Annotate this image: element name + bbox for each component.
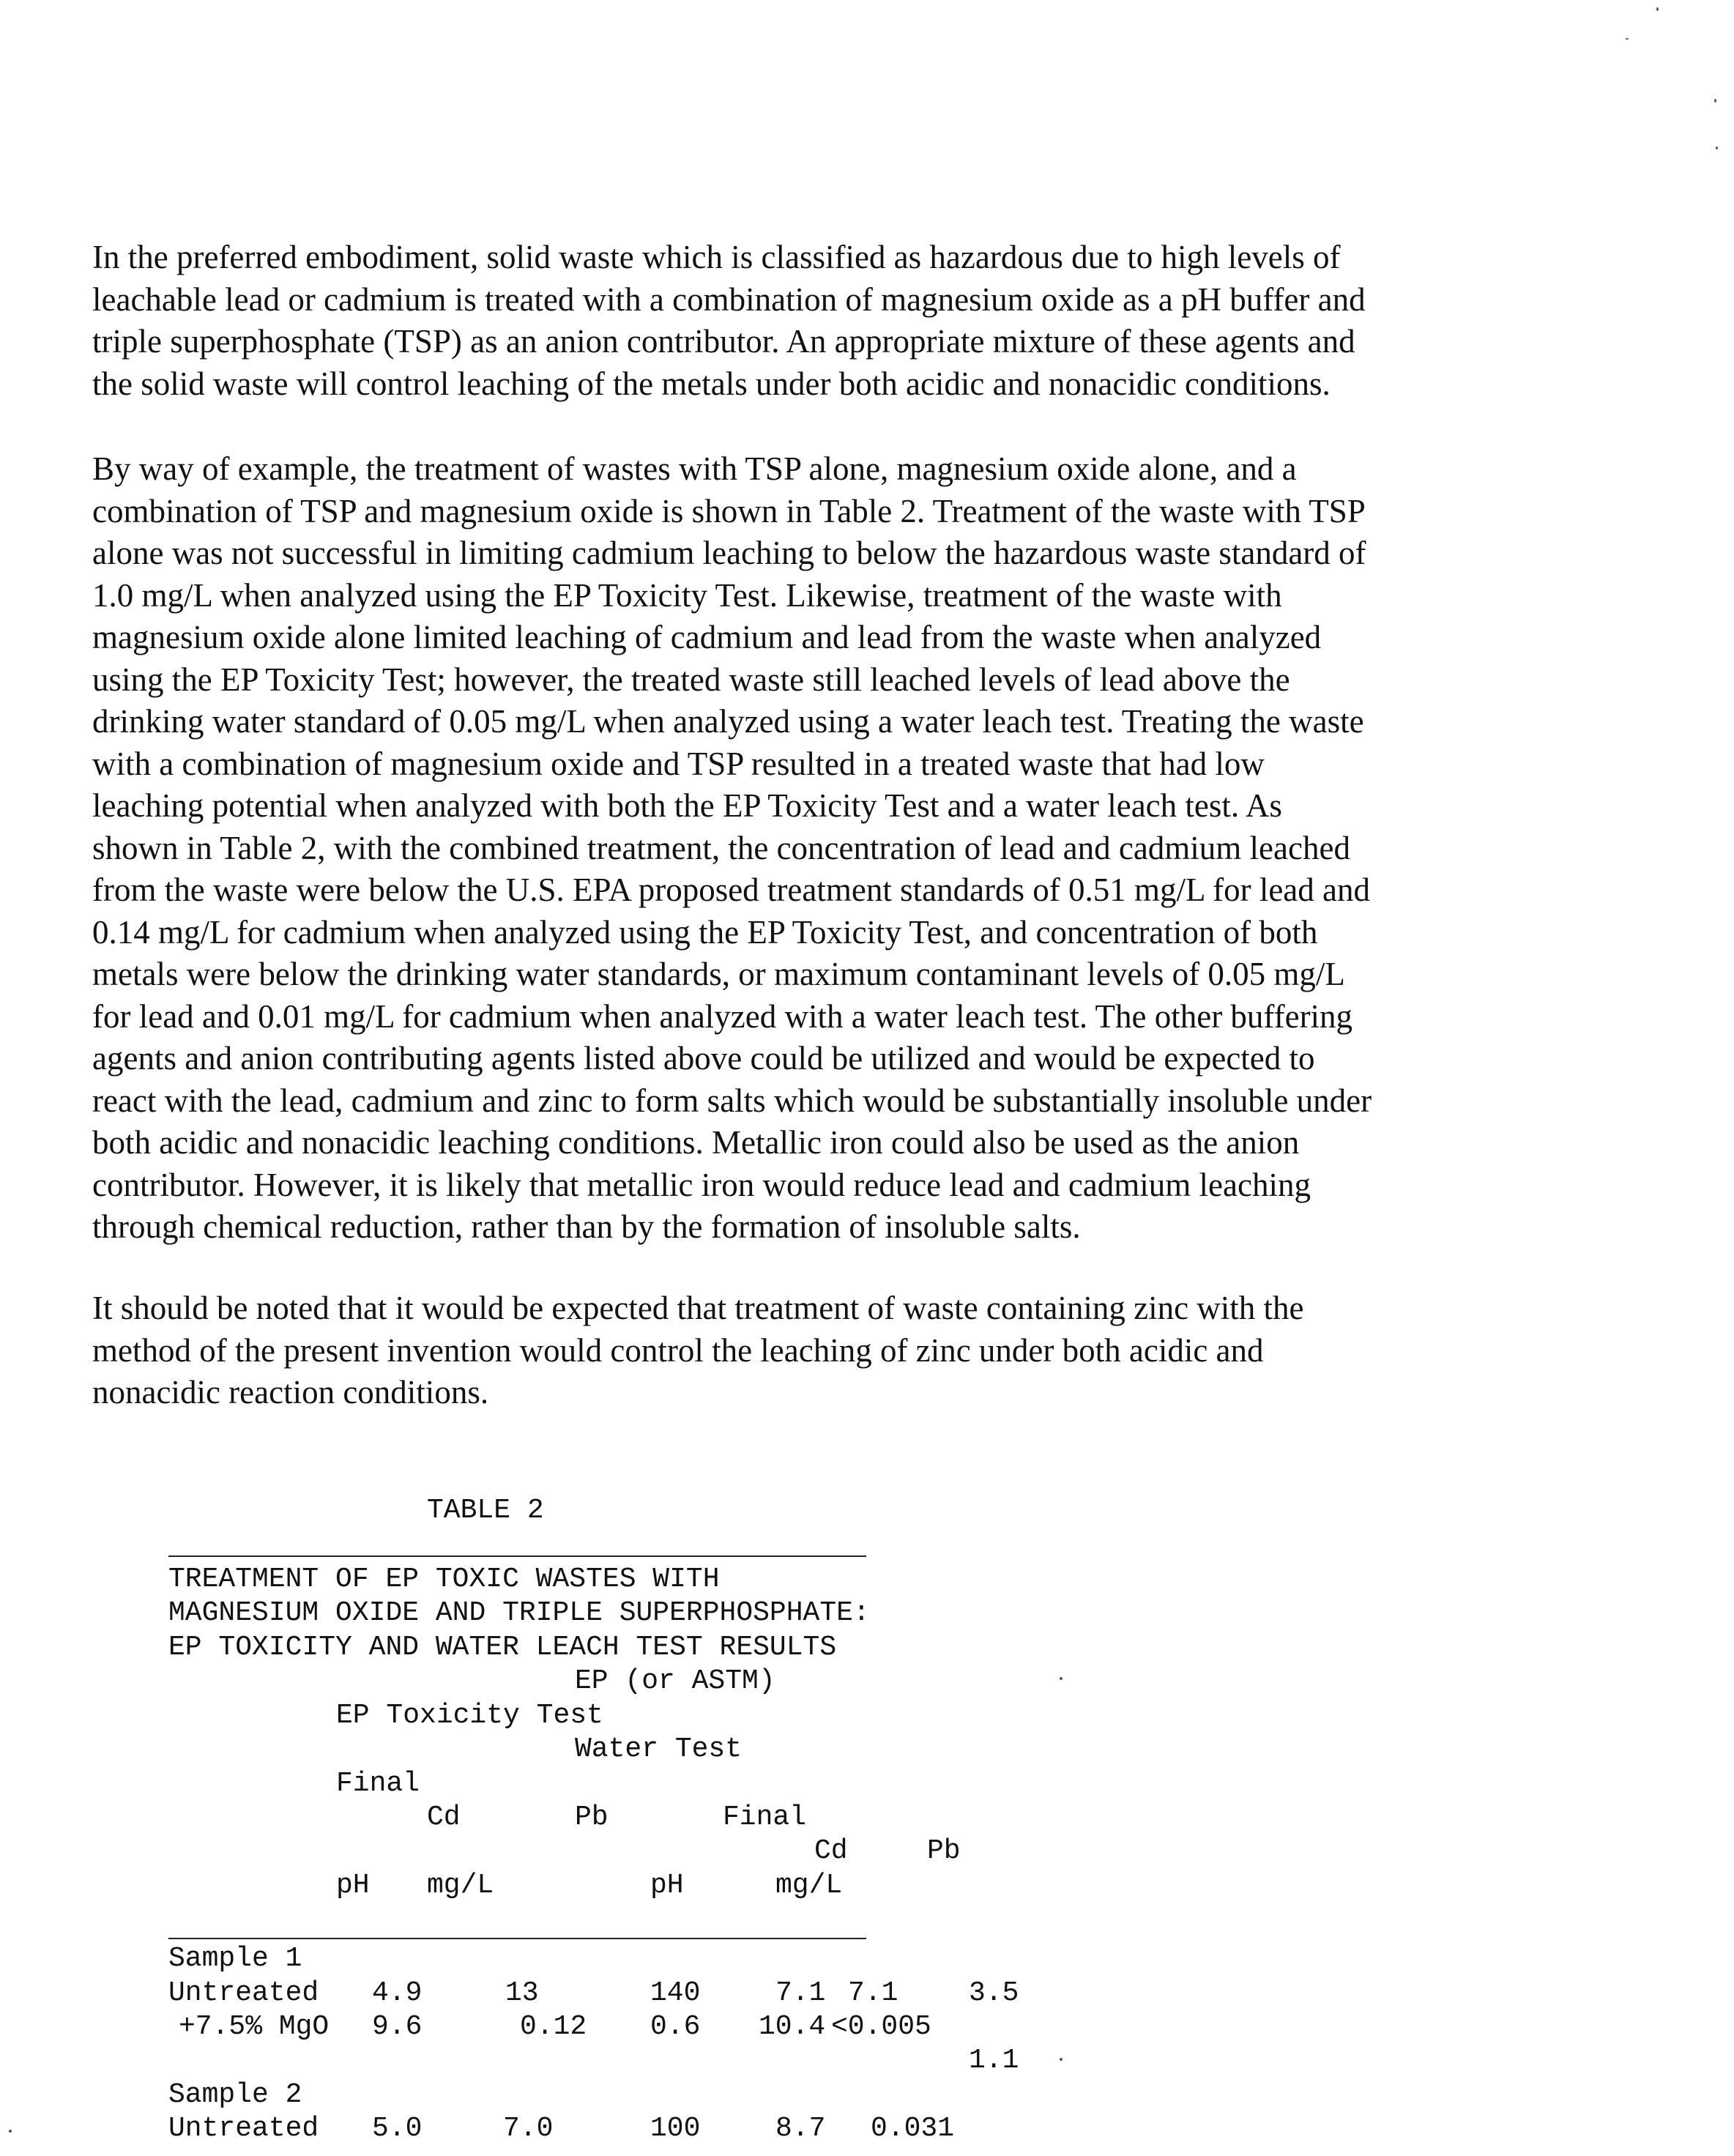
cell-ep-pb: 140: [650, 1977, 701, 2009]
header-mgl-water: mg/L: [775, 1870, 843, 1901]
scan-speck: [1060, 2058, 1063, 2061]
row-label: Untreated: [168, 2113, 319, 2144]
header-final-water: Final: [723, 1802, 807, 1833]
header-final-ep: Final: [336, 1768, 420, 1799]
scan-speck: [1060, 1677, 1063, 1680]
paragraph-preferred-embodiment: [92, 237, 1557, 405]
text-line: nonacidic reaction conditions.: [92, 1374, 489, 1410]
header-cd-water: Cd: [814, 1835, 848, 1867]
cell-water-pb: 3.5: [969, 1977, 1019, 2009]
scan-speck: [9, 2130, 12, 2133]
text-line: through chemical reduction, rather than by the formation of insoluble salts.: [92, 1208, 1081, 1245]
scan-speck: [1626, 38, 1629, 40]
text-line: from the waste were below the U.S. EPA proposed treatment standards of 0.51 mg/L for lead and: [92, 871, 1371, 908]
header-ep-astm: EP (or ASTM): [575, 1665, 775, 1697]
cell-water-cd: <0.005: [831, 2011, 931, 2042]
text-line: using the EP Toxicity Test; however, the treated waste still leached levels of lead above the: [92, 661, 1290, 698]
header-ph-ep: pH: [336, 1870, 370, 1901]
cell-ep-pb: 100: [650, 2113, 701, 2144]
table-header-rule: [168, 1938, 866, 1939]
cell-ep-pb: 0.6: [650, 2011, 701, 2042]
row-label: Untreated: [168, 1977, 319, 2009]
header-cd-ep: Cd: [427, 1802, 461, 1833]
sample-label: Sample 1: [168, 1943, 302, 1974]
scan-speck: [1714, 99, 1716, 103]
header-ep-toxicity-test: EP Toxicity Test: [336, 1700, 603, 1731]
row-label: +7.5% MgO: [179, 2011, 330, 2042]
text-line: drinking water standard of 0.05 mg/L when analyzed using a water leach test. Treating the waste: [92, 703, 1364, 740]
cell-ep-cd: 7.0: [503, 2113, 554, 2144]
text-line: for lead and 0.01 mg/L for cadmium when analyzed with a water leach test. The other buffering: [92, 997, 1353, 1035]
table-label: TABLE 2: [427, 1495, 544, 1526]
cell-water-cd: 7.1: [848, 1977, 898, 2009]
cell-ep-cd: 0.12: [520, 2011, 587, 2042]
text-line: 0.14 mg/L for cadmium when analyzed using the EP Toxicity Test, and concentration of both: [92, 913, 1318, 951]
paragraph-zinc-note: [92, 1287, 1557, 1414]
cell-ep-ph: 9.6: [372, 2011, 423, 2042]
text-line: 1.0 mg/L when analyzed using the EP Toxicity Test. Likewise, treatment of the waste with: [92, 576, 1282, 614]
table-title-line: MAGNESIUM OXIDE AND TRIPLE SUPERPHOSPHATE:: [168, 1597, 870, 1629]
text-line: It should be noted that it would be expected that treatment of waste containing zinc with the: [92, 1290, 1304, 1326]
table-title-line: EP TOXICITY AND WATER LEACH TEST RESULTS: [168, 1632, 837, 1663]
header-pb-water: Pb: [927, 1835, 961, 1867]
text-line: By way of example, the treatment of wastes with TSP alone, magnesium oxide alone, and a: [92, 450, 1297, 487]
sample-label: Sample 2: [168, 2079, 302, 2111]
header-mgl-ep: mg/L: [427, 1870, 494, 1901]
text-line: the solid waste will control leaching of the metals under both acidic and nonacidic conditions.: [92, 365, 1331, 402]
cell-ep-ph: 5.0: [372, 2113, 423, 2144]
text-line: metals were below the drinking water standards, or maximum contaminant levels of 0.05 mg/L: [92, 956, 1345, 992]
cell-water-ph: 8.7: [775, 2113, 826, 2144]
cell-water-ph: 7.1: [775, 1977, 826, 2009]
cell-water-pb: 1.1: [969, 2045, 1019, 2076]
cell-water-cd: 0.031: [871, 2113, 955, 2144]
scan-speck: [1656, 7, 1659, 11]
text-line: both acidic and nonacidic leaching conditions. Metallic iron could also be used as the anion: [92, 1124, 1300, 1161]
text-line: leaching potential when analyzed with both the EP Toxicity Test and a water leach test. As: [92, 787, 1282, 824]
text-line: shown in Table 2, with the combined treatment, the concentration of lead and cadmium leached: [92, 829, 1350, 866]
scan-speck: [1716, 146, 1718, 149]
table-top-rule: [168, 1555, 866, 1557]
text-line: In the preferred embodiment, solid waste which is classified as hazardous due to high levels of: [92, 239, 1341, 275]
header-pb-ep: Pb: [575, 1802, 609, 1833]
text-line: leachable lead or cadmium is treated with a combination of magnesium oxide as a pH buffer and: [92, 280, 1366, 318]
cell-water-ph: 10.4: [759, 2011, 826, 2042]
text-line: react with the lead, cadmium and zinc to form salts which would be substantially insoluble under: [92, 1082, 1372, 1119]
text-line: alone was not successful in limiting cadmium leaching to below the hazardous waste standard of: [92, 535, 1366, 571]
cell-ep-cd: 13: [505, 1977, 539, 2009]
text-line: method of the present invention would control the leaching of zinc under both acidic and: [92, 1331, 1264, 1369]
header-water-test: Water Test: [575, 1733, 743, 1765]
text-line: triple superphosphate (TSP) as an anion contributor. An appropriate mixture of these agents and: [92, 323, 1355, 360]
text-line: with a combination of magnesium oxide and TSP resulted in a treated waste that had low: [92, 745, 1265, 782]
table-title-line: TREATMENT OF EP TOXIC WASTES WITH: [168, 1564, 720, 1595]
text-line: combination of TSP and magnesium oxide is shown in Table 2. Treatment of the waste with TSP: [92, 492, 1366, 529]
header-ph-water: pH: [650, 1870, 684, 1901]
text-line: contributor. However, it is likely that metallic iron would reduce lead and cadmium leaching: [92, 1166, 1311, 1203]
text-line: magnesium oxide alone limited leaching of cadmium and lead from the waste when analyzed: [92, 619, 1322, 655]
text-line: agents and anion contributing agents listed above could be utilized and would be expected to: [92, 1040, 1315, 1077]
paragraph-example-treatment: [92, 448, 1557, 1249]
cell-ep-ph: 4.9: [372, 1977, 423, 2009]
